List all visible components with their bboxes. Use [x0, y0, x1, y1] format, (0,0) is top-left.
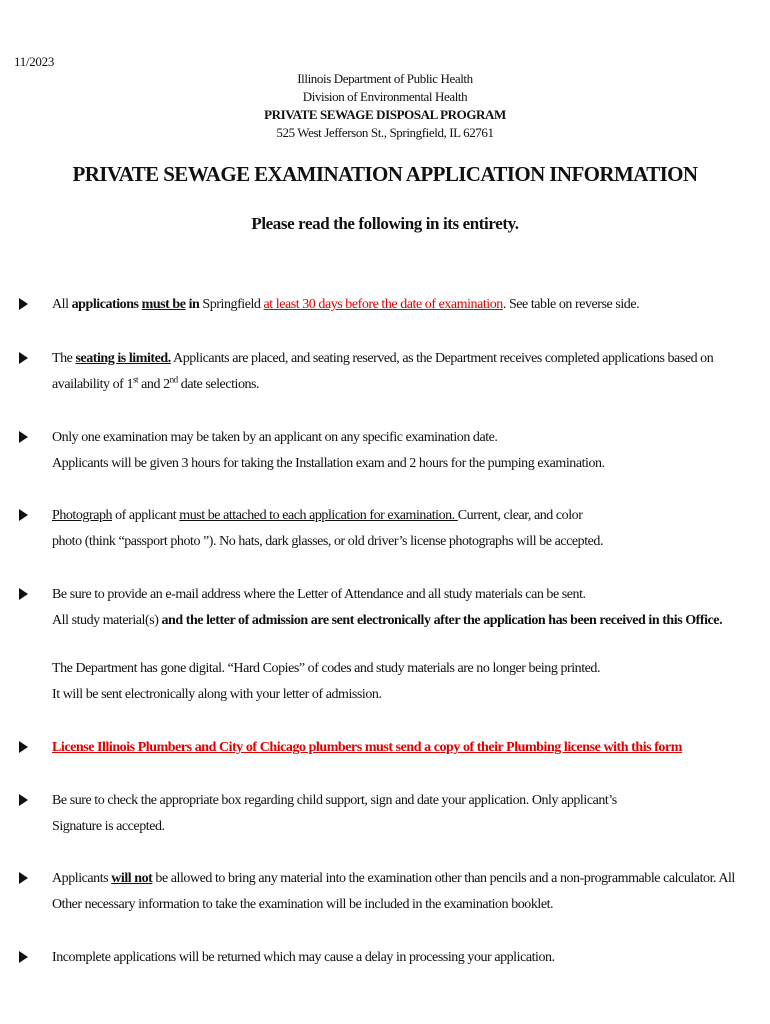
item-text-bold: in [188, 297, 200, 312]
license-requirement-emphasis: License Illinois Plumbers and City of Chicago plumbers must send a copy of their Plumbing license with this form [52, 740, 682, 755]
item-text-underlined: Photograph [52, 508, 113, 523]
bullet-arrow-icon [19, 509, 28, 521]
list-item-plumbers-license [52, 735, 752, 761]
ordinal-suffix: nd [169, 374, 178, 385]
item-text: Other necessary information to take the examination will be included in the examination booklet. [52, 897, 554, 912]
item-text: Springfield [199, 297, 264, 312]
item-text: Incomplete applications will be returned which may cause a delay in processing your application. [52, 950, 555, 965]
list-item-one-exam [52, 425, 752, 477]
item-text-underlined: seating is limited. [75, 351, 171, 366]
page-title: PRIVATE SEWAGE EXAMINATION APPLICATION INFORMATION [72, 162, 698, 186]
item-text: . See table on reverse side. [502, 297, 640, 312]
ordinal-suffix: st [133, 374, 139, 385]
list-item-submission-deadline [52, 292, 752, 318]
item-text-underlined: will not [111, 871, 153, 886]
list-item-seating [52, 346, 752, 398]
list-item-child-support [52, 788, 752, 840]
item-text: All study material(s) [52, 613, 162, 628]
item-text: and 2 [138, 377, 170, 392]
list-item-materials [52, 866, 752, 918]
division-name: Division of Environmental Health [302, 89, 468, 104]
item-text: photo (think “passport photo ”). No hats, dark glasses, or old driver’s license photographs will be accepted. [52, 534, 603, 549]
item-text-bold: and the letter of admission are sent electronically after the application has been received in this Office. [161, 613, 723, 628]
bullet-arrow-icon [19, 298, 28, 310]
department-name: Illinois Department of Public Health [297, 71, 473, 86]
deadline-emphasis: at least 30 days before the date of examination [263, 297, 503, 312]
item-text: Current, clear, and color [457, 508, 583, 523]
item-text: Applicants will be given 3 hours for taking the Installation exam and 2 hours for the pumping examination. [52, 456, 605, 471]
list-item-photograph [52, 503, 752, 555]
bullet-arrow-icon [19, 794, 28, 806]
digital-notice [52, 656, 752, 708]
page-subtitle: Please read the following in its entirety. [251, 214, 519, 233]
revision-date: 11/2023 [14, 54, 55, 69]
item-text: date selections. [177, 377, 260, 392]
item-text: of applicant [112, 508, 180, 523]
program-name: PRIVATE SEWAGE DISPOSAL PROGRAM [264, 107, 506, 122]
item-text: The [52, 351, 76, 366]
item-text: All [52, 297, 72, 312]
item-text: The Department has gone digital. “Hard Copies” of codes and study materials are no longer being printed. [52, 661, 601, 676]
item-text-underlined: must be attached to each application for examination. [179, 508, 458, 523]
bullet-arrow-icon [19, 951, 28, 963]
item-text: It will be sent electronically along with your letter of admission. [52, 687, 382, 702]
bullet-arrow-icon [19, 872, 28, 884]
list-item-incomplete [52, 945, 752, 971]
item-text-bold: applications [71, 297, 139, 312]
item-text: Applicants are placed, and seating reserved, as the Department receives completed applications based on [170, 351, 714, 366]
bullet-arrow-icon [19, 588, 28, 600]
item-text: availability of 1 [52, 377, 133, 392]
item-text-underlined: must be [141, 297, 186, 312]
item-text: Signature is accepted. [52, 819, 165, 834]
item-text: Only one examination may be taken by an applicant on any specific examination date. [52, 430, 498, 445]
bullet-arrow-icon [19, 431, 28, 443]
item-text: Applicants [52, 871, 112, 886]
list-item-email [52, 582, 752, 634]
item-text: Be sure to provide an e-mail address where the Letter of Attendance and all study materials can be sent. [52, 587, 586, 602]
office-address: 525 West Jefferson St., Springfield, IL 62761 [276, 125, 494, 140]
bullet-arrow-icon [19, 352, 28, 364]
item-text: Be sure to check the appropriate box regarding child support, sign and date your application. Only applicant’s [52, 793, 617, 808]
item-text: be allowed to bring any material into the examination other than pencils and a non-programmable calculator. All [152, 871, 735, 886]
bullet-arrow-icon [19, 741, 28, 753]
